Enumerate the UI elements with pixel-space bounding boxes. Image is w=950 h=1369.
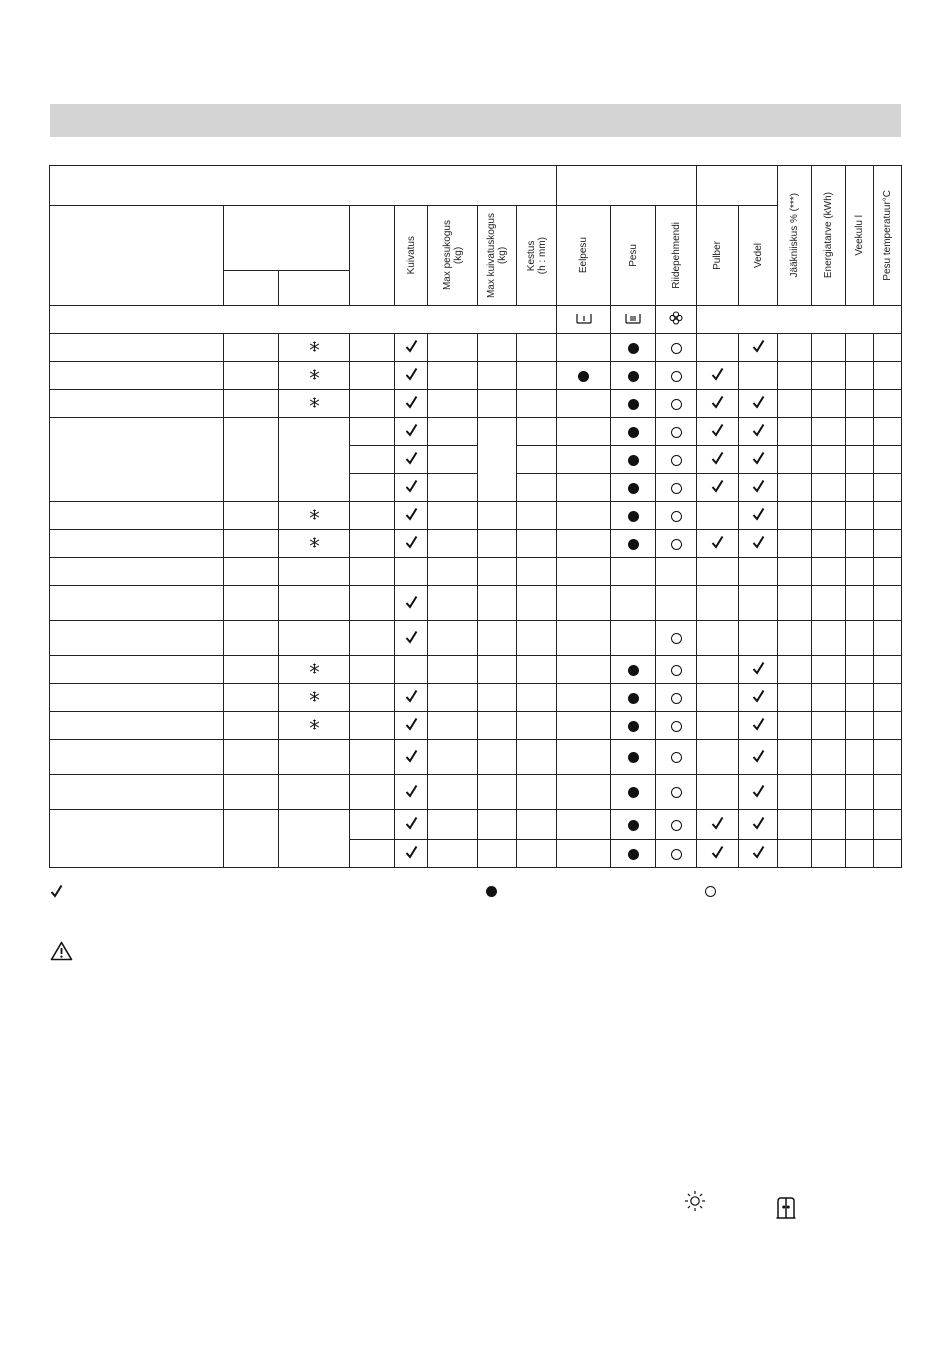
- hollow-dot-icon: [671, 539, 682, 550]
- check-icon: [752, 749, 765, 766]
- filled-dot-icon: [628, 455, 639, 466]
- check-icon: [752, 717, 765, 734]
- programme-name-cell: [50, 530, 224, 558]
- check-icon: [752, 395, 765, 412]
- table-row: [50, 362, 902, 390]
- header-max-kuivatuskogus: Max kuivatuskogus (kg): [478, 206, 517, 306]
- snowflake-icon: [309, 509, 320, 523]
- programme-name-cell: [50, 586, 224, 621]
- programme-name-cell: [50, 334, 224, 362]
- warning-triangle-icon: [50, 941, 73, 966]
- header-row-2: [50, 206, 902, 271]
- sun-icon: [684, 1190, 706, 1217]
- table-row: [50, 810, 902, 840]
- filled-dot-icon: [628, 539, 639, 550]
- programme-name-cell: [50, 621, 224, 656]
- hollow-dot-icon: [671, 849, 682, 860]
- programme-name-cell: [50, 712, 224, 740]
- table-row: [50, 775, 902, 810]
- check-icon: [752, 479, 765, 496]
- header-group-detergent-stage: [557, 166, 697, 206]
- table-row: [50, 502, 902, 530]
- header-eelpesu: Eelpesu: [557, 206, 611, 306]
- table-row: [50, 390, 902, 418]
- check-icon: [50, 884, 63, 903]
- programme-table: [49, 165, 902, 868]
- check-icon: [711, 367, 724, 384]
- check-icon: [405, 784, 418, 801]
- table-row: [50, 586, 902, 621]
- filled-dot-icon: [628, 371, 639, 382]
- programme-name-cell: [50, 390, 224, 418]
- check-icon: [405, 630, 418, 647]
- filled-dot-icon: [628, 752, 639, 763]
- filled-dot-icon: [628, 427, 639, 438]
- compartment-row: [50, 306, 902, 334]
- check-icon: [711, 845, 724, 862]
- snowflake-icon: [309, 341, 320, 355]
- filled-dot-icon: [628, 483, 639, 494]
- check-icon: [405, 717, 418, 734]
- header-riidepehmendi: Riidepehmendi: [656, 206, 697, 306]
- header-group-detergent-type: [697, 166, 778, 206]
- snowflake-icon: [309, 663, 320, 677]
- programme-name-cell: [50, 684, 224, 712]
- filled-dot-icon: [628, 721, 639, 732]
- programme-name-cell: [50, 418, 224, 502]
- filled-dot-icon: [578, 371, 589, 382]
- check-icon: [405, 395, 418, 412]
- header-row-1: [50, 166, 902, 206]
- check-icon: [752, 816, 765, 833]
- check-icon: [752, 339, 765, 356]
- hollow-dot-icon: [671, 752, 682, 763]
- check-icon: [405, 451, 418, 468]
- door-icon: [776, 1197, 796, 1224]
- legend-check: [50, 884, 63, 903]
- filled-dot-icon: [628, 343, 639, 354]
- header-pesu-temperatuur: Pesu temperatuur°C: [874, 166, 902, 306]
- header-kestus: Kestus (h : mm): [517, 206, 557, 306]
- filled-dot-icon: [486, 886, 497, 897]
- check-icon: [405, 339, 418, 356]
- snowflake-icon: [309, 369, 320, 383]
- header-temp-max: [279, 271, 350, 306]
- hollow-dot-icon: [671, 399, 682, 410]
- snowflake-icon: [309, 537, 320, 551]
- filled-dot-icon: [628, 693, 639, 704]
- hollow-dot-icon: [671, 427, 682, 438]
- check-icon: [405, 845, 418, 862]
- snowflake-icon: [309, 719, 320, 733]
- legend-required: [486, 886, 497, 897]
- section-banner: [50, 104, 901, 137]
- check-icon: [405, 595, 418, 612]
- check-icon: [711, 451, 724, 468]
- check-icon: [752, 507, 765, 524]
- table-row: [50, 334, 902, 362]
- check-icon: [752, 689, 765, 706]
- header-max-pesukogus: Max pesukogus (kg): [428, 206, 478, 306]
- check-icon: [405, 749, 418, 766]
- check-icon: [405, 535, 418, 552]
- check-icon: [752, 423, 765, 440]
- table-row: [50, 656, 902, 684]
- filled-dot-icon: [628, 787, 639, 798]
- check-icon: [405, 479, 418, 496]
- hollow-dot-icon: [671, 371, 682, 382]
- header-pesu: Pesu: [611, 206, 656, 306]
- check-icon: [405, 367, 418, 384]
- drawer-prewash-icon: [576, 313, 592, 324]
- table-row: [50, 558, 902, 586]
- hollow-dot-icon: [671, 820, 682, 831]
- hollow-dot-icon: [671, 455, 682, 466]
- snowflake-icon: [309, 691, 320, 705]
- hollow-dot-icon: [671, 633, 682, 644]
- hollow-dot-icon: [671, 665, 682, 676]
- programme-name-cell: [50, 656, 224, 684]
- header-programme-name: [50, 206, 224, 306]
- check-icon: [405, 689, 418, 706]
- table-row: [50, 621, 902, 656]
- header-temperature: [224, 206, 350, 271]
- table-row: [50, 418, 902, 446]
- check-icon: [711, 816, 724, 833]
- table-row: [50, 740, 902, 775]
- header-group-programme: [50, 166, 557, 206]
- check-icon: [752, 535, 765, 552]
- legend-optional: [705, 886, 716, 897]
- check-icon: [711, 479, 724, 496]
- programme-name-cell: [50, 775, 224, 810]
- table-row: [50, 684, 902, 712]
- filled-dot-icon: [628, 820, 639, 831]
- check-icon: [711, 423, 724, 440]
- header-pulber: Pulber: [697, 206, 739, 306]
- check-icon: [711, 395, 724, 412]
- table-row: [50, 712, 902, 740]
- hollow-dot-icon: [671, 787, 682, 798]
- flower-softener-icon: [669, 311, 683, 325]
- check-icon: [752, 661, 765, 678]
- hollow-dot-icon: [671, 343, 682, 354]
- header-vedel: Vedel: [739, 206, 778, 306]
- check-icon: [752, 845, 765, 862]
- check-icon: [711, 535, 724, 552]
- header-temp-min: [224, 271, 279, 306]
- programme-name-cell: [50, 502, 224, 530]
- header-jaakniiskus: Jääkniiskus % (***): [778, 166, 812, 306]
- header-spin: [350, 206, 395, 306]
- header-energiatarve: Energiatarve (kWh): [812, 166, 846, 306]
- header-kuivatus: Kuivatus: [395, 206, 428, 306]
- programme-name-cell: [50, 558, 224, 586]
- filled-dot-icon: [628, 665, 639, 676]
- hollow-dot-icon: [671, 693, 682, 704]
- programme-name-cell: [50, 362, 224, 390]
- hollow-dot-icon: [705, 886, 716, 897]
- drawer-wash-icon: [625, 313, 641, 324]
- check-icon: [752, 451, 765, 468]
- programme-name-cell: [50, 740, 224, 775]
- snowflake-icon: [309, 397, 320, 411]
- programme-name-cell: [50, 810, 224, 868]
- hollow-dot-icon: [671, 483, 682, 494]
- filled-dot-icon: [628, 399, 639, 410]
- hollow-dot-icon: [671, 511, 682, 522]
- table-row: [50, 530, 902, 558]
- filled-dot-icon: [628, 849, 639, 860]
- check-icon: [752, 784, 765, 801]
- check-icon: [405, 423, 418, 440]
- check-icon: [405, 507, 418, 524]
- header-veekulu: Veekulu l: [846, 166, 874, 306]
- check-icon: [405, 816, 418, 833]
- filled-dot-icon: [628, 511, 639, 522]
- hollow-dot-icon: [671, 721, 682, 732]
